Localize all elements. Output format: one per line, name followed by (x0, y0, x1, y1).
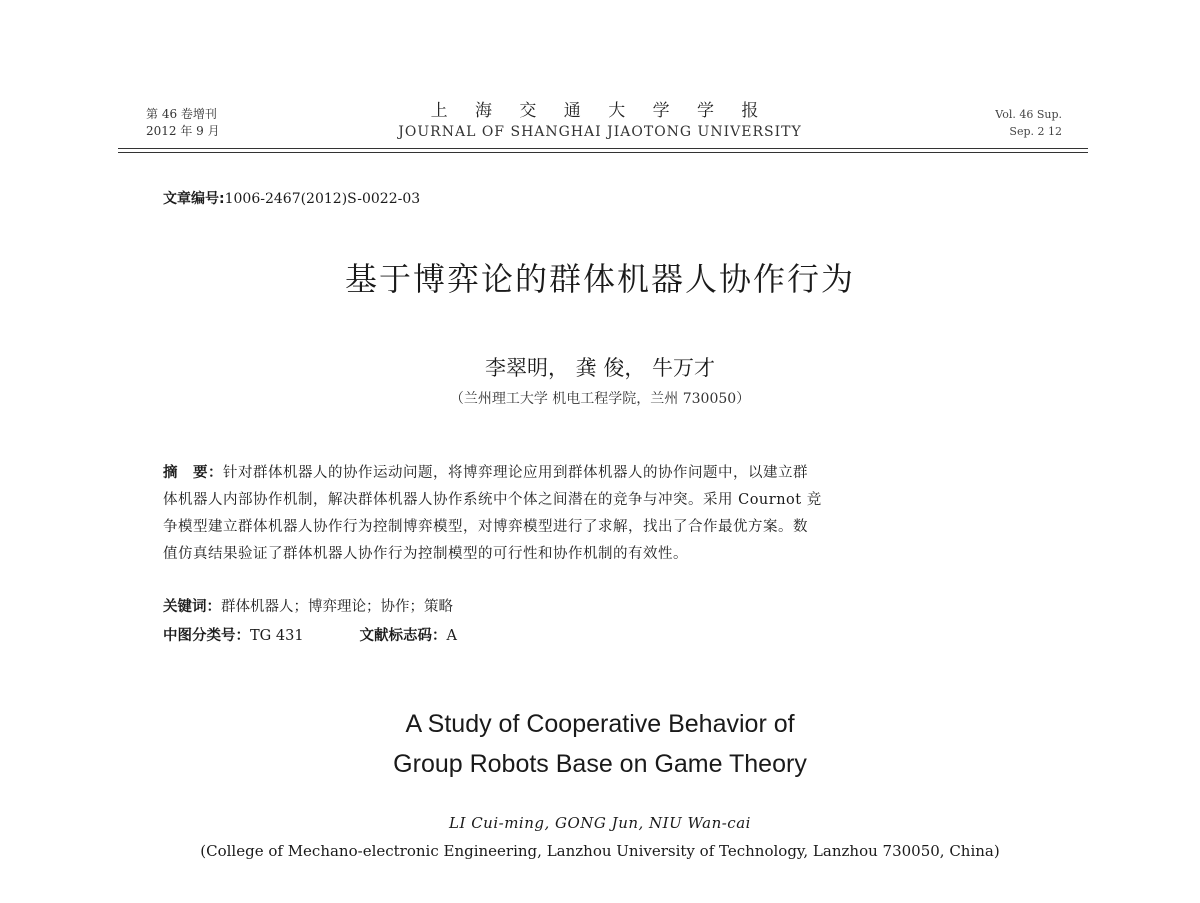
abstract-line: 值仿真结果验证了群体机器人协作行为控制模型的可行性和协作机制的有效性。 (163, 546, 688, 562)
document-code-label: 文献标志码： (359, 628, 447, 644)
paper-title-cn: 基于博弈论的群体机器人协作行为 (344, 260, 855, 298)
title-en-line2: Group Robots Base on Game Theory (393, 750, 807, 778)
title-en-line1: A Study of Cooperative Behavior of (405, 710, 795, 738)
abstract-text: 针对群体机器人的协作运动问题，将博弈理论应用到群体机器人的协作问题中，以建立群 (223, 465, 808, 481)
document-code-value: A (446, 628, 458, 644)
abstract-line: 争模型建立群体机器人协作行为控制博弈模型，对博弈模型进行了求解，找出了合作最优方案。数 (163, 519, 808, 535)
journal-name-cn: 上 海 交 通 大 学 学 报 (430, 101, 770, 121)
abstract-cn (163, 460, 1053, 568)
classification-line (163, 624, 457, 645)
authors-en: LI Cui-ming, GONG Jun, NIU Wan-cai (449, 814, 751, 832)
keywords-value: 群体机器人；博弈理论；协作；策略 (221, 599, 453, 615)
affiliation-cn: （兰州理工大学 机电工程学院，兰州 730050） (449, 391, 751, 407)
keywords (163, 595, 453, 616)
article-number-label: 文章编号: (163, 191, 225, 207)
authors-cn: 李翠明， 龚 俊， 牛万才 (484, 356, 716, 380)
abstract-label: 摘 要： (163, 465, 223, 481)
journal-name-en: JOURNAL OF SHANGHAI JIAOTONG UNIVERSITY (398, 124, 802, 140)
article-number (163, 188, 420, 208)
header-rule-bottom (118, 152, 1088, 153)
clc-label: 中图分类号： (163, 628, 250, 644)
abstract-line (163, 460, 1053, 487)
volume-issue: 第 46 卷增刊 (146, 107, 217, 121)
journal-volume-en (995, 106, 1062, 140)
affiliation-en: (College of Mechano-electronic Engineering, Lanzhou University of Technology, Lanzhou 730050, China) (200, 842, 1000, 860)
paper-title-en (0, 704, 1200, 784)
article-number-value: 1006-2467(2012)S-0022-03 (224, 191, 421, 207)
clc-value: TG 431 (250, 628, 304, 644)
header-rule-top (118, 148, 1088, 149)
date-en: Sep. 2 12 (1009, 125, 1062, 138)
keywords-label: 关键词： (163, 599, 221, 615)
issue-date: 2012 年 9 月 (146, 124, 220, 138)
volume-en: Vol. 46 Sup. (995, 108, 1062, 121)
abstract-line: 体机器人内部协作机制，解决群体机器人协作系统中个体之间潜在的竞争与冲突。采用 Cournot 竞 (163, 492, 822, 508)
